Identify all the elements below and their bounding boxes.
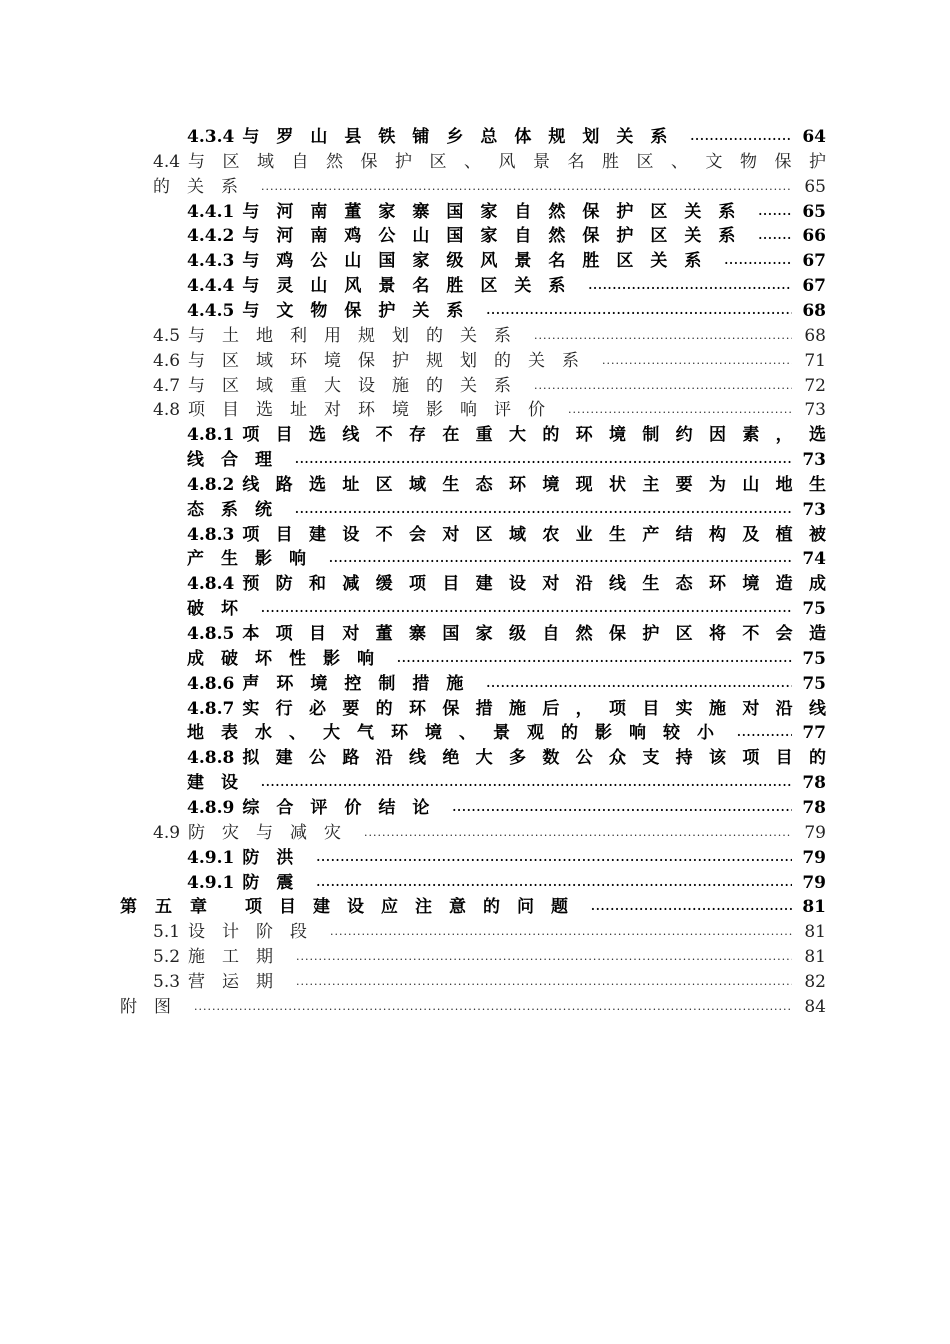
toc-number: 4.7 — [153, 375, 181, 396]
toc-entry-continuation — [187, 721, 826, 746]
toc-page-number: 65 — [802, 201, 826, 222]
toc-leader-dots — [261, 175, 792, 200]
toc-entry[interactable] — [187, 846, 826, 871]
toc-entry-continuation — [187, 547, 826, 572]
toc-page-number: 68 — [802, 300, 826, 321]
toc-title: 综合评价结论 — [242, 797, 447, 818]
toc-number: 4.8.2 — [187, 474, 235, 495]
toc-title: 预防和减缓项目建设对沿线生态环境造成 — [242, 574, 826, 595]
toc-number: 4.8.4 — [187, 574, 235, 595]
toc-title: 项目选址对环境影响评价 — [188, 400, 563, 421]
toc-entry-continuation — [187, 647, 826, 672]
toc-entry[interactable] — [153, 374, 826, 399]
toc-number: 4.9.1 — [187, 847, 235, 868]
toc-title: 与鸡公山国家级风景名胜区关系 — [242, 251, 719, 272]
toc-entry[interactable] — [187, 473, 826, 498]
toc-number: 4.9.1 — [187, 872, 235, 893]
toc-title: 项目选线不存在重大的环境制约因素，选 — [242, 425, 826, 446]
toc-leader-dots — [724, 249, 792, 274]
toc-title-continuation: 态系统 — [187, 499, 289, 520]
toc-leader-dots — [486, 299, 792, 324]
toc-number: 4.4 — [153, 151, 181, 172]
toc-title: 施工期 — [188, 947, 291, 968]
toc-page-number: 78 — [802, 773, 826, 794]
toc-number: 4.4.2 — [187, 226, 235, 247]
toc-entry[interactable] — [153, 821, 826, 846]
toc-title-continuation: 的关系 — [153, 176, 255, 197]
toc-title: 与区域重大设施的关系 — [188, 375, 529, 396]
toc-leader-dots — [296, 970, 792, 995]
toc-number: 4.4.3 — [187, 251, 235, 272]
toc-entry[interactable] — [153, 945, 826, 970]
toc-page-number: 74 — [802, 549, 826, 570]
toc-entry[interactable] — [187, 672, 826, 697]
toc-leader-dots — [316, 846, 792, 871]
toc-number: 4.9 — [153, 822, 181, 843]
toc-title: 与土地利用规划的关系 — [188, 325, 529, 346]
toc-number: 5.1 — [153, 922, 181, 943]
toc-title: 实行必要的环保措施后，项目实施对沿线 — [242, 698, 826, 719]
toc-page-number: 72 — [804, 375, 826, 396]
toc-leader-dots — [588, 274, 792, 299]
toc-title: 声环境控制措施 — [242, 673, 481, 694]
toc-page-number: 73 — [802, 499, 826, 520]
toc-leader-dots — [737, 721, 792, 746]
toc-leader-dots — [261, 771, 792, 796]
toc-page-number: 73 — [802, 450, 826, 471]
toc-leader-dots — [591, 895, 792, 920]
toc-entry[interactable] — [187, 200, 826, 225]
toc-page-number: 64 — [802, 127, 826, 147]
toc-entry[interactable] — [120, 895, 826, 920]
toc-entry-continuation — [187, 448, 826, 473]
toc-entry[interactable] — [120, 995, 826, 1020]
toc-leader-dots — [690, 125, 792, 150]
toc-number: 5.3 — [153, 971, 181, 992]
toc-entry[interactable] — [187, 622, 826, 647]
toc-entry-continuation — [153, 175, 826, 200]
toc-leader-dots — [329, 547, 792, 572]
toc-entry[interactable] — [187, 796, 826, 821]
toc-entry[interactable] — [187, 125, 826, 150]
toc-entry[interactable] — [153, 920, 826, 945]
toc-entry-continuation — [187, 771, 826, 796]
toc-page-number: 81 — [804, 922, 826, 943]
toc-title: 本项目对董寨国家级自然保护区将不会造 — [242, 624, 826, 644]
toc-title: 项目建设应注意的问题 — [245, 897, 585, 918]
toc-number: 4.8.9 — [187, 797, 235, 818]
toc-title: 与河南鸡公山国家自然保护区关系 — [242, 226, 753, 247]
toc-page-number: 77 — [802, 723, 826, 744]
toc-leader-dots — [295, 498, 792, 523]
toc-title-continuation: 线合理 — [187, 450, 289, 471]
toc-number: 4.8.5 — [187, 624, 235, 644]
toc-leader-dots — [397, 647, 792, 672]
toc-entry-continuation — [187, 597, 826, 622]
toc-number: 4.8.6 — [187, 673, 235, 694]
toc-title: 防震 — [242, 872, 311, 893]
toc-page-number: 68 — [804, 325, 826, 346]
toc-title: 设计阶段 — [188, 922, 325, 943]
toc-page-number: 81 — [804, 947, 826, 968]
toc-page-number: 79 — [802, 872, 826, 893]
toc-title: 线路选址区域生态环境现状主要为山地生 — [242, 474, 826, 495]
toc-title: 与灵山风景名胜区关系 — [242, 276, 583, 297]
toc-page-number: 75 — [802, 599, 826, 620]
toc-title: 防灾与减灾 — [188, 822, 359, 843]
toc-number: 5.2 — [153, 947, 181, 968]
toc-number: 4.6 — [153, 350, 181, 371]
toc-title: 与区域环境保护规划的关系 — [188, 350, 597, 371]
toc-entry[interactable] — [153, 349, 826, 374]
toc-page-number: 75 — [802, 648, 826, 669]
toc-leader-dots — [296, 945, 792, 970]
toc-entry[interactable] — [187, 746, 826, 771]
toc-number: 4.8.7 — [187, 698, 235, 719]
toc-entry-continuation — [187, 498, 826, 523]
toc-entry[interactable] — [153, 150, 826, 175]
toc-title: 与河南董家寨国家自然保护区关系 — [242, 201, 753, 222]
toc-leader-dots — [602, 349, 792, 374]
toc-page-number: 81 — [802, 897, 826, 918]
toc-title-continuation: 地表水、大气环境、景观的影响较小 — [187, 723, 731, 744]
toc-page-number: 79 — [802, 847, 826, 868]
toc-entry[interactable] — [187, 523, 826, 548]
toc-number: 4.3.4 — [187, 127, 235, 147]
toc-number: 4.4.1 — [187, 201, 235, 222]
toc-entry[interactable] — [187, 697, 826, 722]
toc-number: 4.4.4 — [187, 276, 235, 297]
toc-page-number: 73 — [804, 400, 826, 421]
toc-page-number: 78 — [802, 797, 826, 818]
toc-leader-dots — [330, 920, 792, 945]
toc-title-continuation: 产生影响 — [187, 549, 323, 570]
toc-leader-dots — [316, 871, 792, 896]
toc-number: 4.8.3 — [187, 524, 235, 545]
toc-page-number: 66 — [802, 226, 826, 247]
toc-number: 4.8 — [153, 400, 181, 421]
toc-entry[interactable] — [187, 572, 826, 597]
toc-leader-dots — [534, 374, 792, 399]
toc-number: 4.4.5 — [187, 300, 235, 321]
toc-entry[interactable] — [153, 970, 826, 995]
toc-title: 防洪 — [242, 847, 311, 868]
toc-page-number: 71 — [804, 350, 826, 371]
toc-entry[interactable] — [187, 224, 826, 249]
toc-page-number: 82 — [804, 971, 826, 992]
toc-page-number: 75 — [802, 673, 826, 694]
toc-page-number: 65 — [804, 176, 826, 197]
toc-title-continuation: 破坏 — [187, 599, 255, 620]
toc-leader-dots — [758, 224, 792, 249]
toc-page-number: 67 — [802, 251, 826, 272]
toc-entry[interactable] — [153, 324, 826, 349]
toc-entry[interactable] — [187, 871, 826, 896]
toc-title: 与区域自然保护区、风景名胜区、文物保护 — [188, 151, 826, 172]
toc-title: 营运期 — [188, 971, 291, 992]
toc-page-number: 67 — [802, 276, 826, 297]
toc-number: 4.8.1 — [187, 425, 235, 446]
toc-page-number: 84 — [804, 996, 826, 1017]
toc-entry[interactable] — [187, 274, 826, 299]
toc-leader-dots — [194, 995, 792, 1020]
toc-title: 与罗山县铁铺乡总体规划关系 — [242, 127, 685, 147]
toc-leader-dots — [452, 796, 792, 821]
toc-leader-dots — [364, 821, 792, 846]
toc-entry[interactable] — [187, 423, 826, 448]
toc-number: 4.5 — [153, 325, 181, 346]
toc-leader-dots — [758, 200, 792, 225]
toc-title: 项目建设不会对区域农业生产结构及植被 — [242, 524, 826, 545]
toc-entry[interactable] — [187, 249, 826, 274]
toc-leader-dots — [534, 324, 792, 349]
toc-title: 拟建公路沿线绝大多数公众支持该项目的 — [242, 748, 826, 769]
toc-title: 与文物保护关系 — [242, 300, 481, 321]
toc-title-continuation: 成破坏性影响 — [187, 648, 391, 669]
toc-title-continuation: 建设 — [187, 773, 255, 794]
toc-number: 第五章 — [120, 897, 225, 918]
toc-entry[interactable] — [153, 398, 826, 423]
toc-leader-dots — [295, 448, 792, 473]
toc-title: 附图 — [120, 996, 188, 1017]
toc-number: 4.8.8 — [187, 748, 235, 769]
toc-entry[interactable] — [187, 299, 826, 324]
toc-leader-dots — [486, 672, 792, 697]
toc-page-number: 79 — [804, 822, 826, 843]
toc-leader-dots — [568, 398, 792, 423]
toc-leader-dots — [261, 597, 792, 622]
